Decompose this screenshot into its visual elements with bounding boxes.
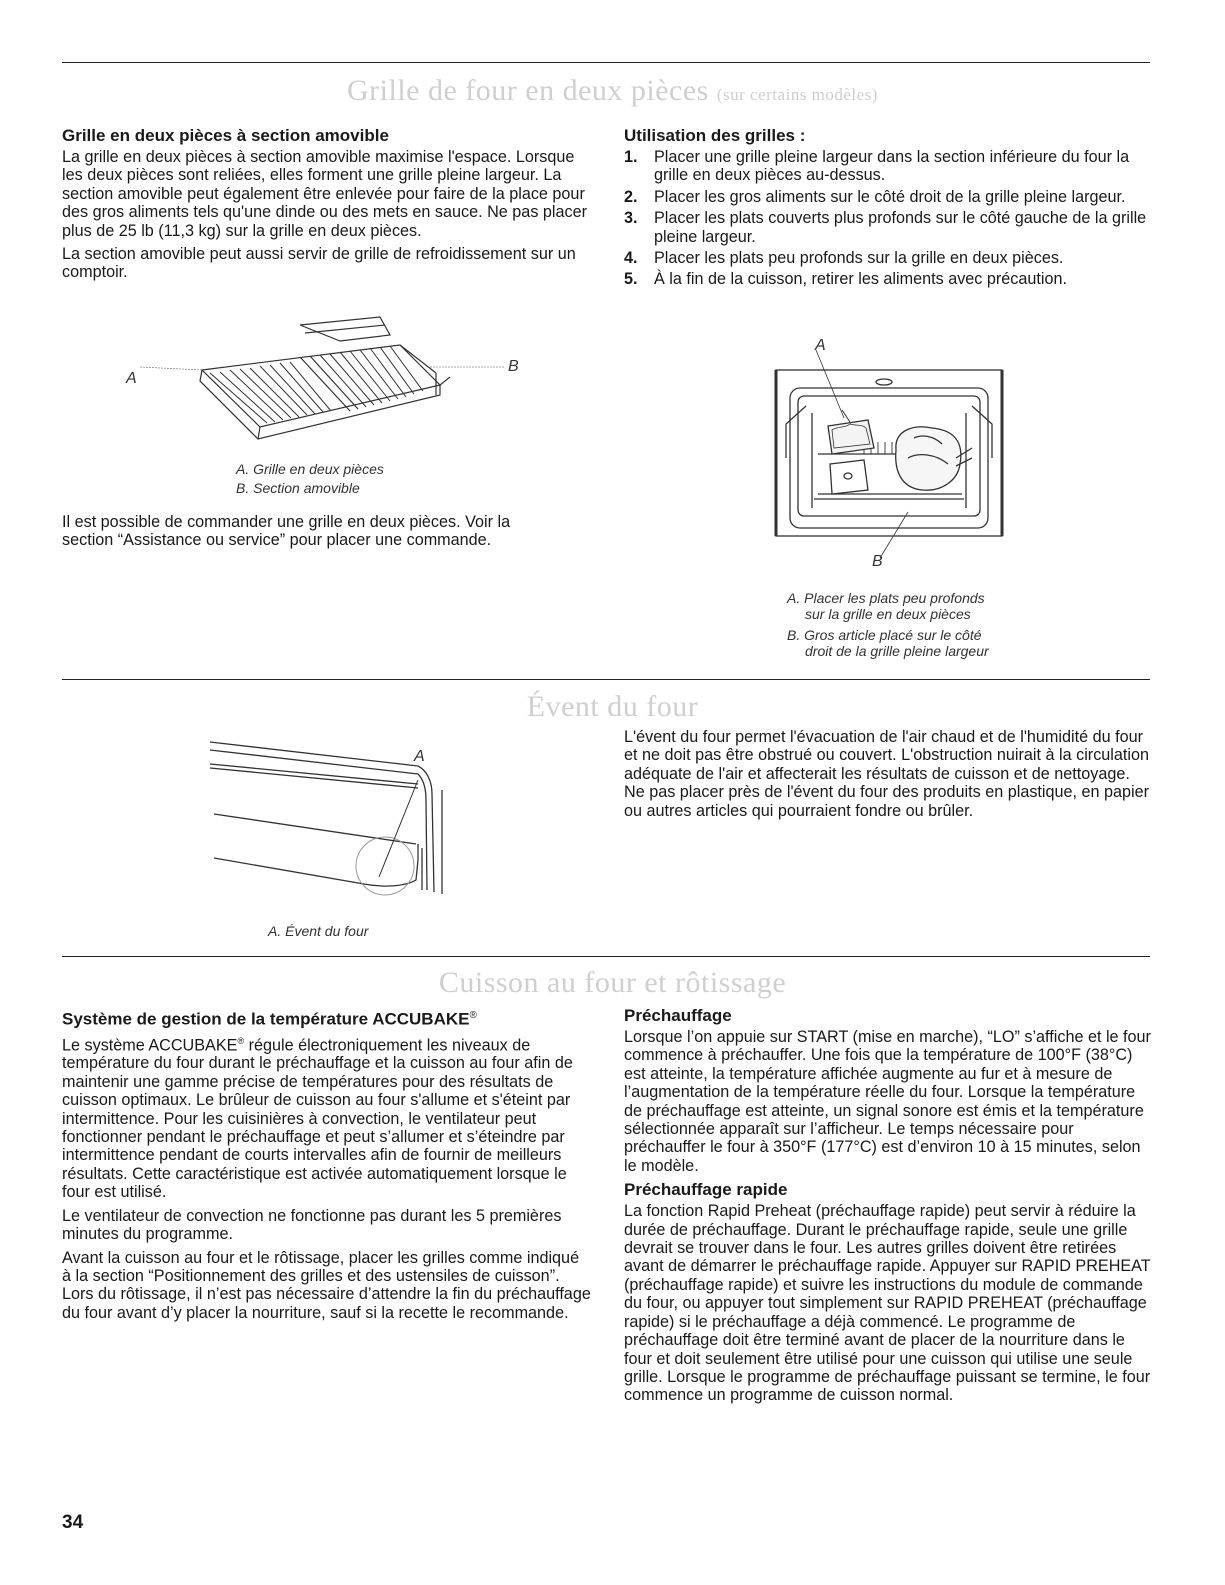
oven-caption-b1: B. Gros article placé sur le côté	[787, 627, 982, 643]
rack-right-heading: Utilisation des grilles :	[624, 126, 806, 145]
baking-right-column	[624, 1006, 1154, 1410]
section-title-baking: Cuisson au four et rôtissage	[438, 966, 787, 999]
step-text: Placer les plats couverts plus profonds sur le côté gauche de la grille pleine largeur.	[654, 209, 1147, 246]
vent-rule	[62, 679, 1150, 680]
rack-left-paragraph-1: La grille en deux pièces à section amovible maximise l'espace. Lorsque les deux pièces sont reliées, elles forment une grille pleine largeur. La section amovible peut également être enlevée pour faire de la place pour des gros aliments tels qu'une dinde ou des mets en sauce. Ne pas placer plus de 25 lb (11,3 kg) sur la grille en deux pièces.	[62, 148, 587, 240]
preheat-paragraph: Lorsque l’on appuie sur START (mise en marche), “LO” s’affiche et le four commence à préchauffer. Une fois que la température de 100°F (38°C) est atteinte, la température affichée augmente au fur et à mesure de l’augmentation de la température réelle du four. Lorsque la température de préchauffage est atteinte, un signal sonore est émis et la température sélectionnée apparaît sur l’afficheur. Le temps nécessaire pour préchauffer le four à 350°F (177°C) est d’environ 10 à 15 minutes, selon le modèle.	[624, 1028, 1151, 1175]
accubake-paragraph-2: Le ventilateur de convection ne fonctionne pas durant les 5 premières minutes du programme.	[62, 1206, 562, 1244]
rack-left-paragraph-3: Il est possible de commander une grille en deux pièces. Voir la section “Assistance ou service” pour placer une commande.	[62, 513, 511, 550]
step-text: Placer les gros aliments sur le côté droit de la grille pleine largeur.	[654, 187, 1126, 206]
baking-rule	[62, 956, 1150, 957]
vent-text-column	[624, 728, 1152, 825]
section-title-text: Grille de four en deux pièces	[347, 74, 709, 107]
rack-left-paragraph-2: La section amovible peut aussi servir de grille de refroidissement sur un comptoir.	[62, 245, 576, 282]
step-number: 1.	[624, 148, 638, 166]
preheat-heading: Préchauffage	[624, 1006, 732, 1025]
oven-caption-a1: A. Placer les plats peu profonds	[787, 590, 985, 606]
rack-right-column	[624, 126, 1154, 292]
section-title-suffix: (sur certains modèles)	[716, 85, 878, 104]
page-number: 34	[62, 1512, 84, 1533]
baking-left-column	[62, 1006, 592, 1327]
accubake-paragraph-1-rest: régule électroniquement les niveaux de température du four durant le préchauffage et la cuisson au four afin de maintenir une gamme précise de températures pour des résultats de cuisson optimaux. Le brûleur de cuisson au four s'allume et s'éteint par intermittence. Pour les cuisinières à convection, le ventilateur peut fonctionner pendant le préchauffage et peut s’allumer et s’éteindre par intermittence pendant de courts intervalles afin de fournir de meilleurs résultats. Cette caractéristique est activée automatiquement lorsque le four est utilisé.	[62, 1036, 573, 1202]
rack-step-2	[624, 188, 1154, 206]
oven-figure-label-a: A	[815, 337, 826, 354]
accubake-heading-text: Système de gestion de la température ACCUBAKE	[62, 1009, 470, 1029]
step-number: 4.	[624, 249, 638, 268]
accubake-paragraph-1	[62, 1032, 592, 1202]
rack-left-heading: Grille en deux pièces à section amovible	[62, 126, 389, 145]
step-text: Placer une grille pleine largeur dans la section inférieure du four la grille en deux pièces au-dessus.	[654, 148, 1130, 185]
vent-caption: A. Évent du four	[268, 923, 369, 939]
step-number: 3.	[624, 209, 638, 228]
accubake-paragraph-1-start: Le système ACCUBAKE	[62, 1036, 238, 1055]
accubake-paragraph-3: Avant la cuisson au four et le rôtissage, placer les grilles comme indiqué à la section “Positionnement des grilles et des ustensiles de cuisson”. Lors du rôtissage, il n’est pas nécessaire d’attendre la fin du préchauffage du four avant d’y placer la nourriture, sauf si la recette le recommande.	[62, 1248, 591, 1322]
step-text: À la fin de la cuisson, retirer les aliments avec précaution.	[654, 270, 1067, 289]
vent-paragraph: L'évent du four permet l'évacuation de l'air chaud et de l'humidité du four et ne doit pas être obstrué ou couvert. L'obstruction nuirait à la circulation adéquate de l'air et affecterait les résultats de cuisson et de nettoyage. Ne pas placer près de l'évent du four des produits en plastique, en papier ou autres articles qui pourraient fondre ou brûler.	[624, 728, 1150, 820]
section-title-rack	[0, 74, 1225, 108]
rack-step-3	[624, 209, 1154, 246]
step-number: 2.	[624, 187, 638, 206]
vent-figure-label-a: A	[414, 748, 425, 765]
section-title-vent: Évent du four	[526, 690, 699, 723]
rapid-preheat-paragraph: La fonction Rapid Preheat (préchauffage rapide) peut servir à réduire la durée de préchauffage. Durant le préchauffage rapide, seule une grille devrait se trouver dans le four. Les autres grilles doivent être retirées avant de démarrer le préchauffage rapide. Appuyer sur RAPID PREHEAT (préchauffage rapide) et suivre les instructions du module de commande du four, ou appuyer tout simplement sur RAPID PREHEAT (préchauffage rapide) si le préchauffage a déjà commencé. Le programme de préchauffage doit être terminé avant de placer de la nourriture dans le four et doit seulement être utilisé pour une cuisson qui utilise une seule grille. Lorsque le programme de préchauffage puissant se termine, le four commence un programme de cuisson normal.	[624, 1202, 1151, 1405]
registered-mark: ®	[237, 1035, 245, 1046]
step-number: 5.	[624, 270, 638, 289]
rack-step-4	[624, 249, 1154, 267]
rack-figure-label-b: B	[508, 358, 519, 375]
oven-interior-illustration	[776, 368, 1004, 538]
rack-caption-b: B. Section amovible	[236, 480, 360, 496]
oven-figure-label-b: B	[872, 553, 883, 570]
oven-caption-a2: sur la grille en deux pièces	[805, 606, 971, 622]
rack-caption-a: A. Grille en deux pièces	[236, 461, 384, 477]
rack-step-5	[624, 270, 1154, 288]
rack-figure-label-a: A	[126, 370, 137, 387]
rack-step-1	[624, 148, 1154, 185]
rapid-preheat-heading: Préchauffage rapide	[624, 1180, 788, 1200]
step-text: Placer les plats peu profonds sur la grille en deux pièces.	[654, 249, 1064, 268]
rack-usage-steps	[624, 148, 1154, 289]
two-piece-rack-illustration	[140, 315, 520, 450]
accubake-heading	[62, 1006, 592, 1029]
rack-left-column	[62, 126, 592, 287]
rack-left-order-note	[62, 513, 562, 555]
oven-caption-b2: droit de la grille pleine largeur	[805, 643, 989, 659]
registered-mark: ®	[469, 1010, 477, 1021]
top-rule	[62, 62, 1150, 63]
